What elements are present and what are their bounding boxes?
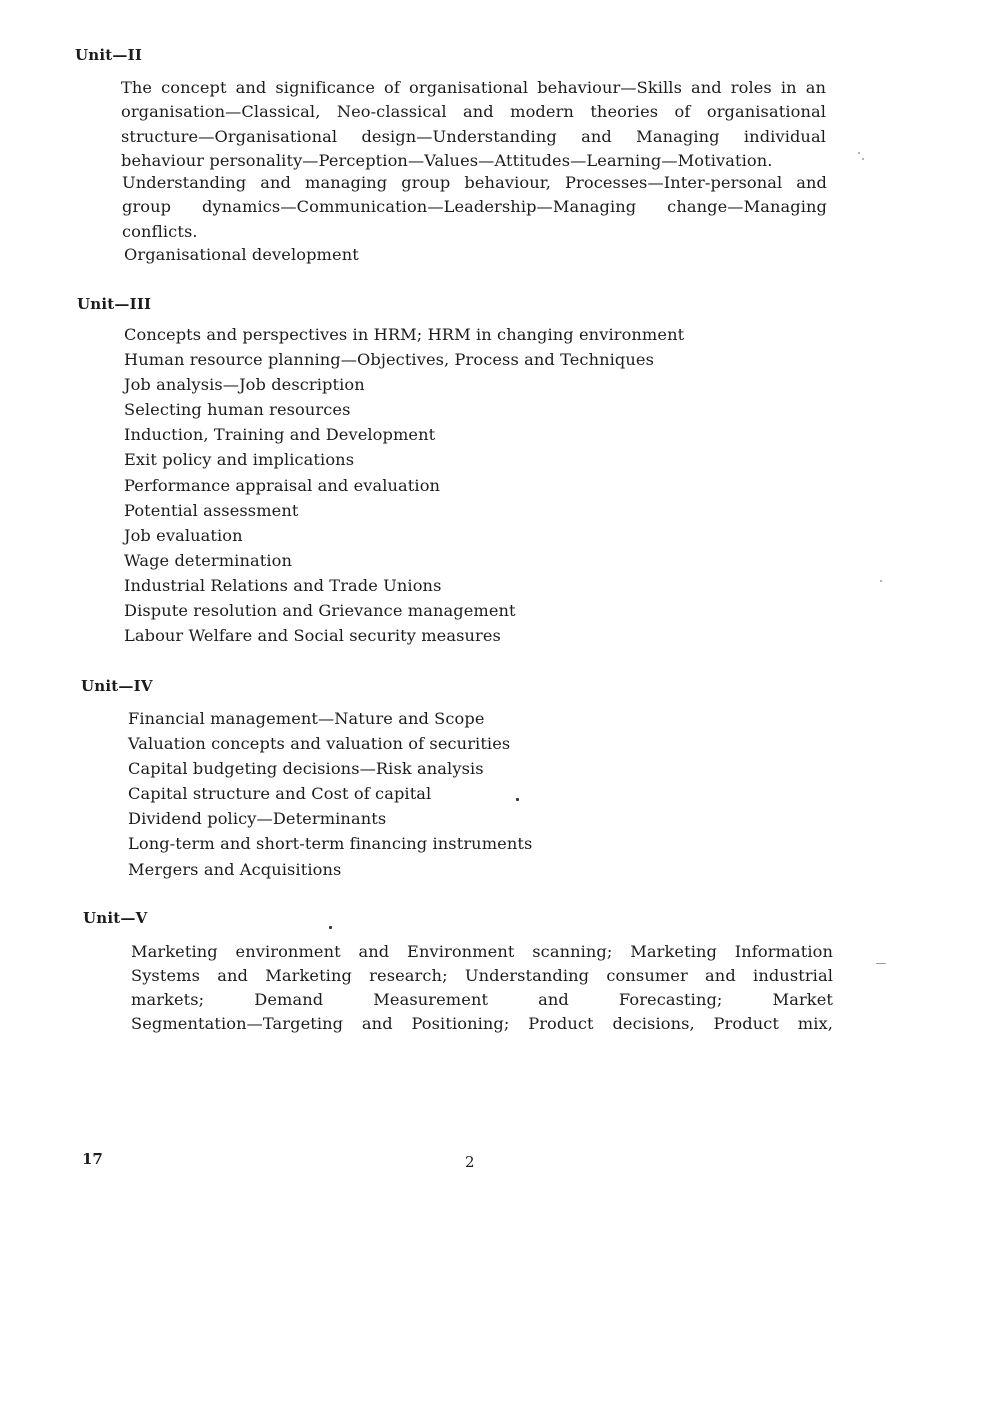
list-item: Dispute resolution and Grievance management xyxy=(124,601,516,621)
list-item: Labour Welfare and Social security measures xyxy=(124,626,501,646)
list-item: Job evaluation xyxy=(124,525,243,545)
footer-code: 17 xyxy=(82,1150,103,1168)
unit-v-line-2: Systems and Marketing research; Understanding consumer and industrial xyxy=(131,966,833,985)
list-item: Financial management—Nature and Scope xyxy=(128,709,485,728)
list-item: Concepts and perspectives in HRM; HRM in changing environment xyxy=(124,325,685,344)
page-number: 2 xyxy=(465,1153,475,1171)
scan-speck xyxy=(862,158,864,160)
unit-iv-topic-list xyxy=(128,706,532,882)
unit-iv-heading: Unit—IV xyxy=(81,677,153,695)
list-item: Potential assessment xyxy=(124,500,299,520)
list-item: Capital budgeting decisions—Risk analysis xyxy=(128,759,484,779)
list-item: Dividend policy—Determinants xyxy=(128,809,387,829)
unit-iii-topic-list xyxy=(124,322,684,648)
unit-v-heading: Unit—V xyxy=(83,909,148,927)
unit-ii-paragraph-3: Organisational development xyxy=(124,245,359,264)
unit-v-line-4: Segmentation—Targeting and Positioning; Product decisions, Product mix, xyxy=(131,1014,833,1033)
scan-speck xyxy=(880,580,882,582)
list-item: Long-term and short-term financing instruments xyxy=(128,834,533,854)
unit-v-line-1: Marketing environment and Environment scanning; Marketing Information xyxy=(131,942,833,961)
unit-v-line-3: markets; Demand Measurement and Forecasting; Market xyxy=(131,990,833,1009)
scan-speck xyxy=(858,152,860,154)
list-item: Valuation concepts and valuation of securities xyxy=(128,734,511,754)
list-item: Exit policy and implications xyxy=(124,450,355,470)
scan-speck xyxy=(329,926,332,929)
unit-ii-paragraph-2: Understanding and managing group behaviour, Processes—Inter-personal and group dynamics—Communication—Leadership—Managing change—Managing conflicts. xyxy=(122,173,827,241)
list-item: Induction, Training and Development xyxy=(124,425,436,445)
unit-v-paragraph xyxy=(131,940,833,1036)
list-item: Performance appraisal and evaluation xyxy=(124,475,441,495)
list-item: Wage determination xyxy=(124,550,292,570)
list-item: Human resource planning—Objectives, Process and Techniques xyxy=(124,350,654,370)
unit-iii-heading: Unit—III xyxy=(77,295,152,313)
scan-speck xyxy=(516,798,519,801)
scan-speck xyxy=(876,963,886,964)
list-item: Capital structure and Cost of capital xyxy=(128,784,432,804)
list-item: Selecting human resources xyxy=(124,400,351,420)
list-item: Job analysis—Job description xyxy=(124,375,365,395)
unit-ii-heading: Unit—II xyxy=(75,46,143,64)
list-item: Mergers and Acquisitions xyxy=(128,859,342,879)
unit-ii-paragraph-1: The concept and significance of organisational behaviour—Skills and roles in an organisation—Classical, Neo-classical and modern theories of organisational structure—Organisational design—Understanding and Managing individual behaviour personality—Perception—Values—Attitudes—Learning—Motivation. xyxy=(121,78,826,170)
list-item: Industrial Relations and Trade Unions xyxy=(124,575,442,595)
